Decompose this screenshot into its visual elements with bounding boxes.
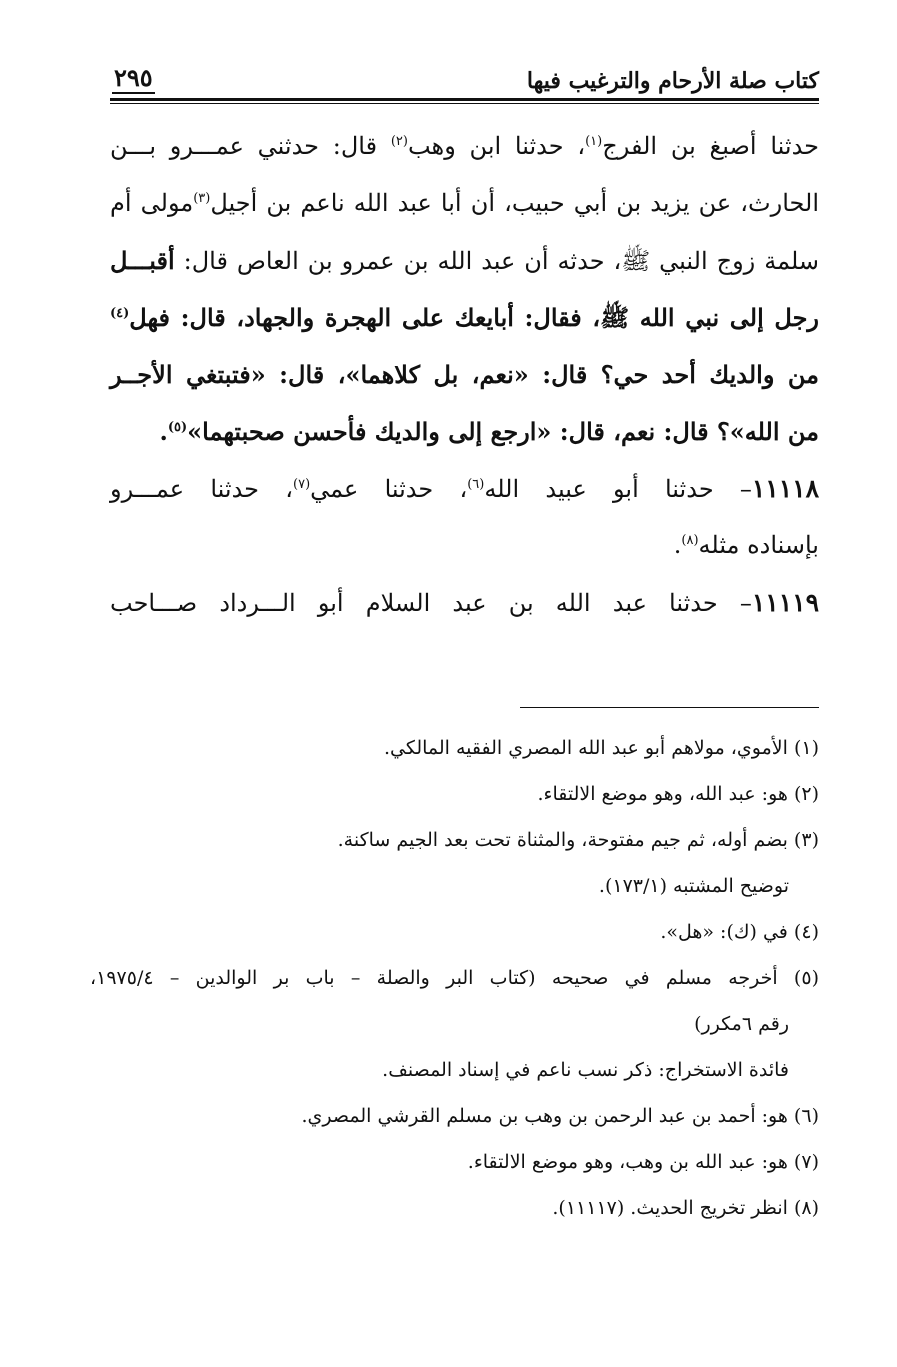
text-run: ، حدثنا ابن وهب: [407, 132, 586, 160]
footnote-continuation: توضيح المشتبه (١٧٣/١).: [598, 875, 789, 897]
bold-text-run: من والديك أحد حي؟ قال: «نعم، بل كلاهما»، قال: «فتبتغي الأجــر: [110, 360, 819, 389]
text-run: ، حدثنا عمي: [310, 475, 468, 503]
footnotes: [90, 725, 819, 1231]
hadith-number: ١١١١٩: [751, 588, 819, 617]
footnote: (٧) هو: عبد الله بن وهب، وهو موضع الالتقاء.: [467, 1151, 819, 1173]
hadith-number: ١١١١٨: [751, 474, 820, 503]
footnote-ref[interactable]: (٤): [110, 306, 130, 321]
text-line: [110, 403, 819, 460]
footnote-continuation: رقم ٦مكرر): [694, 1013, 789, 1035]
text-run: .: [159, 417, 168, 446]
footnote-separator: [520, 707, 819, 708]
text-line: [110, 232, 819, 289]
text-run: بإسناده مثله: [698, 531, 819, 559]
text-line: [110, 346, 819, 403]
footnote-ref[interactable]: (٦): [467, 477, 485, 492]
text-run: قال: حدثني عمـــرو بـــن: [110, 132, 391, 160]
text-run: .: [673, 531, 682, 559]
footnote: (٥) أخرجه مسلم في صحيحه (كتاب البر والصلة – باب بر الوالدين – ١٩٧٥/٤،: [90, 967, 819, 989]
footnote-ref[interactable]: (١): [585, 134, 603, 149]
main-text: [110, 118, 819, 631]
text-run: – حدثنا عبد الله بن عبد السلام أبو الـــرداد صـــاحب: [110, 589, 752, 617]
text-line: [110, 517, 819, 574]
bold-text-run: من الله»؟ قال: نعم، قال: «ارجع إلى والديك فأحسن صحبتهما»: [187, 417, 819, 446]
page-number: ٢٩٥: [114, 63, 153, 92]
text-run: حدثنا أصبغ بن الفرج: [602, 132, 820, 160]
footnote-continuation: فائدة الاستخراج: ذكر نسب ناعم في إسناد المصنف.: [382, 1059, 789, 1081]
footnote: (٣) بضم أوله، ثم جيم مفتوحة، والمثناة تحت بعد الجيم ساكنة.: [337, 829, 819, 851]
text-run: سلمة زوج النبي ﷺ، حدثه أن عبد الله بن عمرو بن العاص قال:: [174, 247, 819, 275]
text-line: [110, 289, 819, 346]
text-line: [110, 175, 819, 232]
footnote-ref[interactable]: (٥): [167, 420, 188, 435]
footnote-ref[interactable]: (٣): [193, 191, 211, 206]
text-run: ، حدثنا عمـــرو: [110, 475, 293, 503]
footnote-ref[interactable]: (٧): [293, 477, 311, 492]
bold-text-run: رجل إلى نبي الله ﷺ، فقال: أبايعك على الهجرة والجهاد، قال: فهل: [129, 303, 819, 332]
page-header: [110, 64, 819, 98]
header-rule: [110, 98, 819, 101]
text-run: الحارث، عن يزيد بن أبي حبيب، أن أبا عبد الله ناعم بن أجيل: [210, 189, 820, 217]
running-title: كتاب صلة الأرحام والترغيب فيها: [526, 68, 819, 94]
text-run: – حدثنا أبو عبيد الله: [484, 475, 752, 503]
text-run: مولى أم: [110, 189, 194, 217]
header-rule-thin: [110, 103, 819, 104]
text-line: [110, 460, 819, 517]
footnote-ref[interactable]: (٨): [681, 533, 699, 548]
footnote: (٢) هو: عبد الله، وهو موضع الالتقاء.: [537, 783, 819, 805]
footnote: (٨) انظر تخريج الحديث. (١١١١٧).: [552, 1197, 819, 1219]
footnote: (١) الأموي، مولاهم أبو عبد الله المصري الفقيه المالكي.: [383, 737, 819, 759]
text-line: [110, 118, 819, 175]
footnote-ref[interactable]: (٢): [390, 134, 408, 149]
text-line: [110, 574, 819, 631]
footnote: (٦) هو: أحمد بن عبد الرحمن بن وهب بن مسلم القرشي المصري.: [301, 1105, 819, 1127]
bold-text-run: أقبـــل: [110, 246, 175, 275]
footnote: (٤) في (ك): «هل».: [660, 921, 819, 943]
